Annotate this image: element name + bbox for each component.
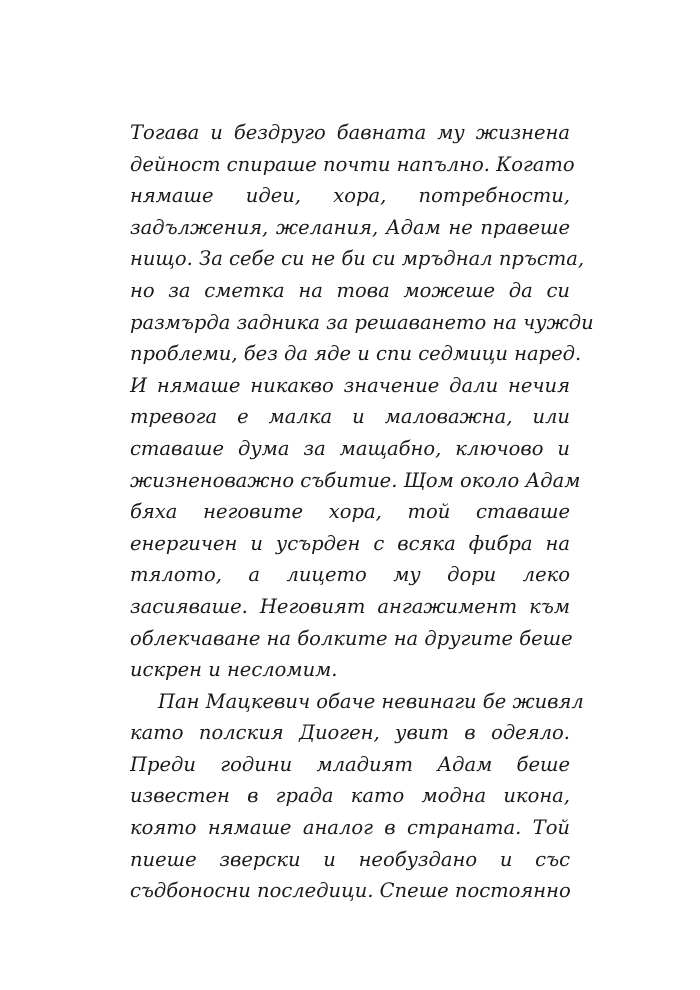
text-line: ставаше дума за мащабно, ключово и bbox=[130, 436, 570, 460]
text-line: която нямаше аналог в страната. Той bbox=[130, 816, 570, 840]
text-line: Пан Мацкевич обаче невинаги бе живял bbox=[158, 689, 584, 713]
text-line: Тогава и бездруго бавната му жизнена bbox=[130, 121, 570, 144]
text-line: пиеше зверски и необуздано и със bbox=[130, 847, 570, 871]
text-line: но за сметка на това можеше да си bbox=[130, 278, 570, 302]
text-line: жизненоважно събитие. Щом около Адам bbox=[130, 468, 581, 492]
paragraph-2 bbox=[130, 686, 584, 907]
text-line: И нямаше никакво значение дали нечия bbox=[130, 373, 570, 397]
text-line: искрен и несломим. bbox=[130, 658, 338, 682]
text-line: като полския Диоген, увит в одеяло. bbox=[130, 721, 570, 745]
text-line: съдбоносни последици. Спеше постоянно bbox=[130, 879, 571, 903]
text-line: бяха неговите хора, той ставаше bbox=[130, 500, 570, 524]
text-line: размърда задника за решаването на чужди bbox=[130, 310, 594, 334]
text-line: засияваше. Неговият ангажимент към bbox=[130, 594, 570, 618]
text-line: Преди години младият Адам беше bbox=[130, 752, 570, 776]
text-line: проблеми, без да яде и спи седмици наред. bbox=[130, 342, 582, 366]
text-line: нямаше идеи, хора, потребности, bbox=[130, 184, 570, 208]
text-line: енергичен и усърден с всяка фибра на bbox=[130, 531, 570, 555]
paragraph-1 bbox=[130, 117, 594, 686]
body-text bbox=[130, 117, 594, 907]
text-line: тялото, а лицето му дори леко bbox=[130, 563, 570, 587]
text-line: облекчаване на болките на другите беше bbox=[130, 626, 573, 650]
text-line: дейност спираше почти напълно. Когато bbox=[130, 152, 575, 176]
text-line: нищо. За себе си не би си мръднал пръста, bbox=[130, 247, 585, 271]
text-line: известен в града като модна икона, bbox=[130, 784, 570, 808]
text-line: тревога е малка и маловажна, или bbox=[130, 405, 570, 429]
text-line: задължения, желания, Адам не правеше bbox=[130, 215, 570, 239]
